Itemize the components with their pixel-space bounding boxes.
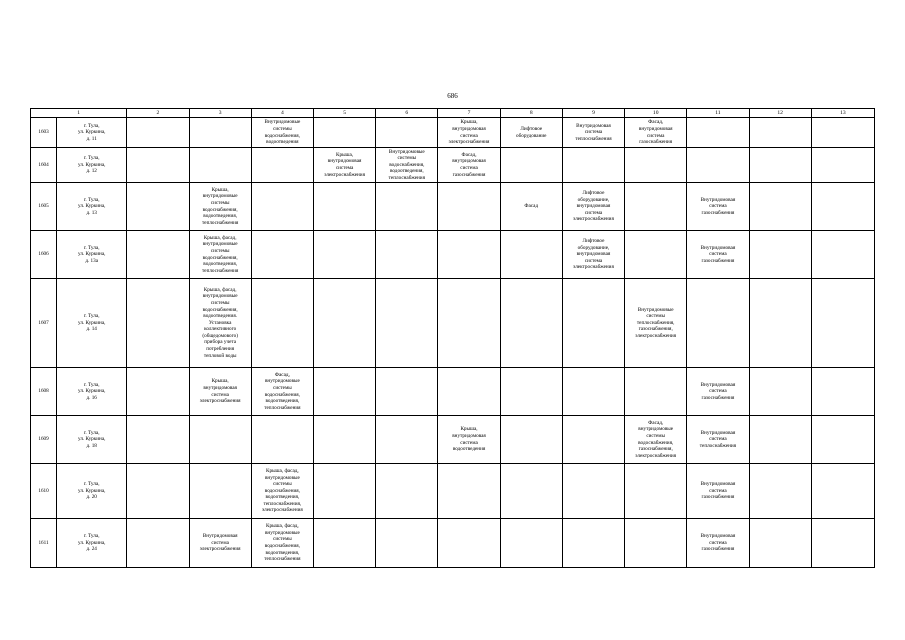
work-cell [376, 368, 438, 416]
work-cell [625, 464, 687, 519]
work-cell [127, 183, 189, 231]
cell-text: 1603 [38, 129, 49, 136]
header-row [31, 109, 875, 118]
work-cell [811, 279, 874, 368]
work-cell [625, 148, 687, 183]
work-cell [251, 416, 313, 464]
page-number: 686 [447, 92, 458, 100]
work-cell [376, 231, 438, 279]
work-cell [562, 368, 624, 416]
address-cell [57, 279, 127, 368]
work-cell [811, 464, 874, 519]
column-header: 2 [127, 109, 189, 118]
work-cell [562, 464, 624, 519]
work-cell [189, 416, 251, 464]
work-cell [313, 519, 375, 568]
cell-text: Внутридомовая система теплоснабжения [699, 429, 737, 449]
cell-text: Лифтовое оборудование [516, 125, 547, 139]
table-row [31, 464, 875, 519]
cell-text: г. Тула, ул. Куркина, д. 14 [77, 313, 106, 333]
cell-text: Фасад, внутридомовые системы водоснабжения, водоотведения, теплоснабжения [264, 371, 301, 411]
work-cell [127, 464, 189, 519]
address-cell [57, 519, 127, 568]
work-cell [438, 231, 500, 279]
work-cell [811, 368, 874, 416]
column-header: 5 [313, 109, 375, 118]
row-number-cell [31, 148, 57, 183]
work-cell [562, 118, 624, 148]
work-cell [438, 279, 500, 368]
cell-text: Крыша, внутридомовая система электроснабжения [324, 151, 365, 178]
row-number-cell [31, 183, 57, 231]
work-cell [127, 519, 189, 568]
work-cell [749, 231, 811, 279]
work-cell [500, 416, 562, 464]
work-cell [189, 368, 251, 416]
cell-text: 1611 [38, 539, 49, 546]
work-cell [189, 148, 251, 183]
table-row [31, 183, 875, 231]
cell-text: г. Тула, ул. Куркина, д. 18 [77, 429, 106, 449]
row-number-cell [31, 118, 57, 148]
work-cell [313, 416, 375, 464]
table-row [31, 148, 875, 183]
work-cell [687, 231, 749, 279]
work-cell [811, 183, 874, 231]
cell-text: Крыша, фасад, внутридомовые системы водоснабжения, водоотведения, теплоснабжения [264, 523, 301, 563]
work-cell [251, 279, 313, 368]
work-cell [313, 183, 375, 231]
cell-text: Внутридомовая система газоснабжения [700, 533, 736, 553]
work-cell [500, 368, 562, 416]
work-cell [189, 279, 251, 368]
table-row [31, 519, 875, 568]
work-cell [376, 416, 438, 464]
column-header: 4 [251, 109, 313, 118]
work-cell [749, 464, 811, 519]
work-cell [687, 183, 749, 231]
work-cell [438, 148, 500, 183]
work-cell [251, 183, 313, 231]
row-number-cell [31, 464, 57, 519]
work-cell [313, 368, 375, 416]
cell-text: Внутридомовая система газоснабжения [700, 381, 736, 401]
work-cell [376, 519, 438, 568]
work-cell [625, 231, 687, 279]
cell-text: 1610 [38, 487, 49, 494]
cell-text: Крыша, внутридомовая система водоотведения [452, 426, 486, 453]
work-cell [749, 519, 811, 568]
work-cell [625, 118, 687, 148]
cell-text: Фасад, внутридомовые системы водоснабжения, газоснабжения, электроснабжения [635, 419, 677, 459]
work-cell [376, 118, 438, 148]
cell-text: г. Тула, ул. Куркина, д. 16 [77, 381, 106, 401]
cell-text: г. Тула, ул. Куркина, д. 20 [77, 481, 106, 501]
cell-text: г. Тула, ул. Куркина, д. 11 [77, 122, 106, 142]
cell-text: Внутридомовые системы теплоснабжения, газоснабжения, электроснабжения [635, 306, 677, 339]
address-cell [57, 464, 127, 519]
cell-text: Лифтовое оборудование, внутридомовая система электроснабжения [573, 190, 614, 223]
cell-text: Внутридомовая система электроснабжения [199, 533, 241, 553]
work-cell [127, 368, 189, 416]
work-cell [500, 183, 562, 231]
work-cell [749, 368, 811, 416]
work-cell [625, 368, 687, 416]
cell-text: Внутридомовые системы водоснабжения, водоотведения [264, 119, 301, 146]
work-cell [811, 416, 874, 464]
work-cell [562, 416, 624, 464]
work-cell [625, 416, 687, 464]
cell-text: Фасад, внутридомовая система газоснабжения [638, 119, 673, 146]
cell-text: Фасад, внутридомовая система газоснабжения [452, 151, 486, 178]
work-cell [500, 118, 562, 148]
work-cell [749, 416, 811, 464]
work-cell [687, 118, 749, 148]
cell-text: г. Тула, ул. Куркина, д. 24 [77, 533, 106, 553]
table-row [31, 118, 875, 148]
work-cell [500, 464, 562, 519]
cell-text: 1606 [38, 251, 49, 258]
work-cell [687, 519, 749, 568]
work-cell [438, 183, 500, 231]
cell-text: Крыша, фасад, внутридомовые системы водоснабжения, водоотведения, теплоснабжения [202, 234, 239, 274]
work-cell [625, 183, 687, 231]
cell-text: 1608 [38, 388, 49, 395]
cell-text: Внутридомовая система теплоснабжения [575, 122, 612, 142]
address-cell [57, 416, 127, 464]
cell-text: Крыша, внутридомовая система электроснабжения [199, 378, 241, 405]
cell-text: г. Тула, ул. Куркина, д. 12 [77, 155, 106, 175]
work-cell [376, 279, 438, 368]
column-header: 11 [687, 109, 749, 118]
work-cell [189, 118, 251, 148]
work-cell [127, 416, 189, 464]
cell-text: Внутридомовые системы водоснабжения, водоотведения, теплоснабжения [388, 148, 425, 181]
cell-text: Крыша, внутридомовая система электроснабжения [448, 119, 490, 146]
work-cell [251, 464, 313, 519]
row-number-cell [31, 519, 57, 568]
cell-text: 1605 [38, 203, 49, 210]
work-cell [313, 231, 375, 279]
work-cell [500, 148, 562, 183]
address-cell [57, 148, 127, 183]
row-number-cell [31, 368, 57, 416]
column-header: 6 [376, 109, 438, 118]
work-cell [251, 148, 313, 183]
work-cell [562, 183, 624, 231]
work-cell [811, 118, 874, 148]
work-cell [313, 148, 375, 183]
work-cell [625, 279, 687, 368]
work-cell [376, 183, 438, 231]
cell-text: г. Тула, ул. Куркина, д. 13а [77, 244, 106, 264]
work-cell [313, 279, 375, 368]
column-header: 9 [562, 109, 624, 118]
cell-text: 1604 [38, 161, 49, 168]
work-cell [189, 231, 251, 279]
work-cell [438, 464, 500, 519]
row-number-cell [31, 416, 57, 464]
column-header: 13 [811, 109, 874, 118]
cell-text: Внутридомовая система газоснабжения [700, 481, 736, 501]
cell-text: Лифтовое оборудование, внутридомовая система электроснабжения [573, 238, 614, 271]
cell-text: Крыша, фасад, внутридомовые системы водоснабжения, водоотведения. Установка коллективного (общедомового) прибора учета потребления тепловой воды [202, 286, 238, 359]
work-cell [811, 519, 874, 568]
work-cell [811, 148, 874, 183]
work-cell [500, 519, 562, 568]
work-cell [189, 519, 251, 568]
work-cell [251, 231, 313, 279]
work-cell [313, 464, 375, 519]
work-cell [189, 183, 251, 231]
work-cell [811, 231, 874, 279]
work-cell [438, 519, 500, 568]
register-table [30, 108, 875, 568]
work-cell [749, 183, 811, 231]
work-cell [687, 368, 749, 416]
cell-text: Внутридомовая система газоснабжения [700, 196, 736, 216]
address-cell [57, 231, 127, 279]
work-cell [251, 118, 313, 148]
work-cell [127, 279, 189, 368]
column-header: 3 [189, 109, 251, 118]
work-cell [687, 148, 749, 183]
work-cell [562, 231, 624, 279]
work-cell [562, 148, 624, 183]
column-header: 7 [438, 109, 500, 118]
work-cell [251, 368, 313, 416]
work-cell [687, 464, 749, 519]
cell-text: 1609 [38, 436, 49, 443]
work-cell [562, 279, 624, 368]
column-header: 10 [625, 109, 687, 118]
address-cell [57, 368, 127, 416]
table-row [31, 231, 875, 279]
work-cell [500, 279, 562, 368]
work-cell [749, 118, 811, 148]
work-cell [438, 416, 500, 464]
work-cell [438, 118, 500, 148]
work-cell [749, 148, 811, 183]
work-cell [500, 231, 562, 279]
work-cell [251, 519, 313, 568]
work-cell [127, 148, 189, 183]
work-cell [376, 464, 438, 519]
column-header: 12 [749, 109, 811, 118]
cell-text: г. Тула, ул. Куркина, д. 13 [77, 196, 106, 216]
table-row [31, 368, 875, 416]
work-cell [625, 519, 687, 568]
cell-text: Крыша, внутридомовые системы водоснабжения, водоотведения, теплоснабжения [202, 186, 239, 226]
row-number-cell [31, 231, 57, 279]
column-header: 1 [31, 109, 127, 118]
cell-text: Внутридомовая система газоснабжения [700, 244, 736, 264]
cell-text: 1607 [38, 319, 49, 326]
table-row [31, 279, 875, 368]
work-cell [687, 279, 749, 368]
work-cell [749, 279, 811, 368]
cell-text: Фасад [524, 203, 539, 210]
work-cell [687, 416, 749, 464]
row-number-cell [31, 279, 57, 368]
work-cell [189, 464, 251, 519]
cell-text: Крыша, фасад, внутридомовые системы водоснабжения, водоотведения, теплоснабжения, электроснабжения [261, 467, 303, 514]
column-header: 8 [500, 109, 562, 118]
work-cell [376, 148, 438, 183]
work-cell [562, 519, 624, 568]
work-cell [313, 118, 375, 148]
address-cell [57, 183, 127, 231]
address-cell [57, 118, 127, 148]
work-cell [438, 368, 500, 416]
work-cell [127, 231, 189, 279]
work-cell [127, 118, 189, 148]
table-row [31, 416, 875, 464]
